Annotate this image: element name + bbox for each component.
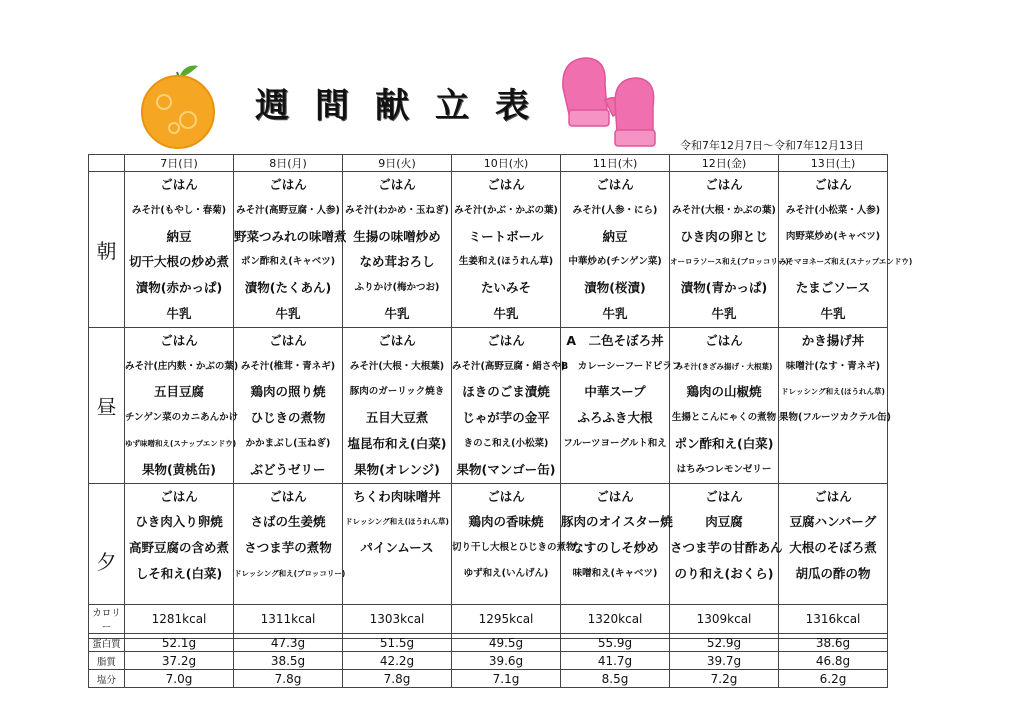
dish-item: みそ汁(人参・にら): [572, 204, 658, 216]
dish-item: 牛乳: [602, 305, 628, 321]
dish-item: ごはん: [705, 177, 743, 192]
dish-item: 牛乳: [820, 305, 846, 321]
dish-item: 塩昆布和え(白菜): [347, 435, 447, 451]
meal-cell: [234, 172, 347, 328]
page-title: 週間献立表: [255, 86, 555, 126]
dish-item: 牛乳: [384, 305, 410, 321]
nutrition-value: 52.1g: [125, 634, 234, 652]
dish-item: 果物(マンゴー缶): [456, 461, 556, 477]
dish-item: 牛乳: [711, 305, 737, 321]
nutrition-label: 蛋白質: [89, 634, 125, 652]
dish-item: 生揚とこんにゃくの煮物: [671, 412, 777, 424]
dish-item: ごはん: [269, 488, 307, 504]
dish-item: 五目豆腐: [153, 384, 204, 400]
dish-item: みそ汁(椎茸・青ネギ): [240, 360, 336, 372]
dish-item: 鶏肉の山椒焼: [686, 384, 762, 400]
dish-item: なすのしそ炒め: [571, 540, 659, 556]
date-range: 令和7年12月7日～令和7年12月13日: [680, 139, 864, 152]
dish-item: 果物(黄桃缶): [142, 461, 216, 477]
dish-item: 豆腐ハンバーグ: [789, 514, 877, 530]
dish-item: ポン酢和え(白菜): [674, 435, 774, 451]
orange-illustration: [134, 60, 224, 150]
dish-item: みそマヨネーズ和え(スナップエンドウ): [779, 257, 913, 267]
meal-cell: [125, 172, 234, 328]
dish-item: 納豆: [166, 228, 192, 244]
meal-row: [89, 172, 888, 328]
dish-item: かかまぶし(玉ねぎ): [245, 437, 331, 449]
meal-cell: [234, 327, 343, 483]
dish-item: 胡瓜の酢の物: [795, 565, 871, 581]
dish-item: 漬物(桜漬): [584, 280, 646, 296]
nutrition-label: 脂質: [89, 652, 125, 670]
dish-item: 味噌和え(キャベツ): [572, 567, 658, 579]
day-header: 11日(木): [561, 155, 670, 172]
nutrition-label: 塩分: [89, 670, 125, 688]
nutrition-value: 42.2g: [343, 652, 452, 670]
dish-item: ごはん: [160, 332, 198, 348]
dish-item: ひき肉の卵とじ: [680, 228, 768, 244]
dish-item: 豚肉のオイスター焼: [561, 514, 673, 530]
dish-item: みそ汁(高野豆腐・人参): [236, 204, 340, 216]
dish-item: みそ汁(大根・大根葉): [349, 360, 445, 372]
day-header: 10日(水): [452, 155, 561, 172]
dish-item: 生揚の味噌炒め: [353, 228, 441, 244]
dish-item: ふりかけ(梅かつお): [354, 282, 440, 294]
dish-item: ポン酢和え(キャベツ): [240, 256, 336, 268]
meal-cell: [670, 172, 789, 328]
dish-item: きのこ和え(小松菜): [463, 437, 549, 449]
nutrition-table: [88, 604, 888, 688]
dish-item: みそ汁(きざみ揚げ・大根葉): [675, 361, 773, 371]
nutrition-value: 41.7g: [561, 652, 670, 670]
dish-item: ミートボール: [468, 228, 544, 244]
dish-item: 切り干し大根とひじきの煮物: [452, 542, 576, 554]
dish-item: 納豆: [602, 228, 628, 244]
dish-item: 鶏肉の香味焼: [468, 514, 544, 530]
dish-item: ごはん: [596, 177, 634, 192]
day-header: 7日(日): [125, 155, 234, 172]
dish-item: 豚肉のガーリック焼き: [349, 386, 445, 398]
meal-rows: [89, 172, 913, 639]
dish-item: [343, 561, 451, 587]
dish-item: ふろふき大根: [577, 410, 653, 426]
dish-item: ごはん: [487, 177, 525, 192]
nutrition-value: 8.5g: [561, 670, 670, 688]
meal-row: [89, 327, 888, 483]
dish-item: 中華炒め(チンゲン菜): [568, 256, 662, 268]
dish-item: 肉豆腐: [705, 514, 743, 530]
dish-item: 切干大根の炒め煮: [128, 254, 229, 270]
nutrition-value: 38.6g: [779, 634, 888, 652]
nutrition-value: 49.5g: [452, 634, 561, 652]
dish-item: ごはん: [160, 177, 198, 192]
nutrition-value: 7.2g: [670, 670, 779, 688]
dish-item: ひじきの煮物: [250, 410, 326, 426]
corner-cell: [89, 155, 125, 172]
meal-cell: [125, 327, 239, 483]
dish-item: ゆず味噌和え(スナップエンドウ): [125, 438, 237, 448]
dish-item: 牛乳: [166, 305, 192, 321]
dish-item: ごはん: [378, 177, 416, 192]
dish-item: みそ汁(高野豆腐・絹さや): [452, 360, 566, 372]
dish-item: フルーツヨーグルト和え: [563, 437, 667, 449]
nutrition-value: 37.2g: [125, 652, 234, 670]
menu-table: [88, 154, 913, 639]
dish-item: 五目大豆煮: [365, 410, 429, 426]
dish-item: みそ汁(かぶ・かぶの葉): [454, 204, 558, 216]
dish-item: ドレッシング和え(ほうれん草): [781, 387, 885, 397]
nutrition-rows: [89, 605, 888, 688]
dish-item: 生姜和え(ほうれん草): [458, 256, 554, 268]
dish-item: さつま芋の甘酢あん: [670, 540, 783, 556]
dish-item: さつま芋の煮物: [244, 540, 332, 556]
dish-item: 漬物(青かっぱ): [680, 280, 768, 296]
dish-item: ごはん: [487, 488, 525, 504]
dish-item: ごはん: [269, 177, 307, 192]
day-header-row: [89, 155, 888, 172]
dish-item: みそ汁(小松菜・人参): [785, 204, 881, 216]
nutrition-value: 1295kcal: [452, 605, 561, 634]
nutrition-value: 7.1g: [452, 670, 561, 688]
nutrition-value: 39.6g: [452, 652, 561, 670]
dish-item: A 二色そぼろ丼: [566, 332, 664, 348]
dish-item: オーロラソース和え(ブロッコリー): [670, 257, 789, 267]
dish-item: 果物(フルーツカクテル缶): [779, 412, 891, 424]
nutrition-value: 52.9g: [670, 634, 779, 652]
dish-item: チンゲン菜のカニあんかけ: [125, 412, 239, 424]
nutrition-value: 46.8g: [779, 652, 888, 670]
dish-item: しそ和え(白菜): [135, 565, 223, 581]
nutrition-row: [89, 652, 888, 670]
meal-cell: [452, 327, 566, 483]
dish-item: [779, 457, 887, 483]
meal-cell: [561, 172, 670, 328]
mittens-illustration: [555, 50, 665, 150]
day-header: 12日(金): [670, 155, 779, 172]
nutrition-value: 51.5g: [343, 634, 452, 652]
nutrition-value: 1303kcal: [343, 605, 452, 634]
dish-item: [561, 457, 669, 483]
nutrition-row: [89, 634, 888, 652]
nutrition-value: 38.5g: [234, 652, 343, 670]
meal-label: 朝: [89, 172, 125, 328]
meal-cell: [343, 327, 452, 483]
day-header: 9日(火): [343, 155, 452, 172]
nutrition-value: 47.3g: [234, 634, 343, 652]
dish-item: はちみつレモンゼリー: [676, 463, 772, 475]
dish-item: ごはん: [814, 177, 852, 192]
dish-item: 味噌汁(なす・青ネギ): [785, 360, 881, 372]
meal-cell: [670, 327, 779, 483]
nutrition-value: 7.8g: [234, 670, 343, 688]
dish-item: 牛乳: [275, 305, 301, 321]
nutrition-row: [89, 670, 888, 688]
nutrition-value: 7.0g: [125, 670, 234, 688]
nutrition-value: 39.7g: [670, 652, 779, 670]
dish-item: ほきのごま漬焼: [462, 384, 550, 400]
dish-item: みそ汁(庄内麩・かぶの葉): [125, 360, 239, 372]
dish-item: みそ汁(大根・かぶの葉): [672, 204, 776, 216]
dish-item: たまごソース: [795, 280, 871, 296]
dish-item: ぶどうゼリー: [250, 461, 326, 477]
dish-item: ドレッシング和え(ブロッコリー): [234, 568, 346, 578]
dish-item: パインムース: [360, 540, 434, 556]
dish-item: なめ茸おろし: [359, 254, 435, 270]
meal-cell: [452, 172, 561, 328]
dish-item: 野菜つみれの味噌煮: [234, 228, 347, 244]
dish-item: みそ汁(わかめ・玉ねぎ): [345, 204, 449, 216]
meal-cell: [561, 327, 682, 483]
dish-item: ごはん: [705, 332, 743, 348]
dish-item: ひき肉入り卵焼: [135, 514, 223, 530]
nutrition-value: 1320kcal: [561, 605, 670, 634]
dish-item: ゆず和え(いんげん): [463, 567, 549, 579]
nutrition-label: カロリー: [89, 605, 125, 634]
meal-cell: [343, 172, 452, 328]
nutrition-value: 1311kcal: [234, 605, 343, 634]
dish-item: のり和え(おくら): [674, 565, 774, 581]
dish-item: たいみそ: [480, 280, 531, 296]
dish-item: 鶏肉の照り焼: [250, 384, 326, 400]
dish-item: 漬物(たくあん): [244, 280, 332, 296]
nutrition-value: 7.8g: [343, 670, 452, 688]
meal-cell: [779, 327, 891, 483]
dish-item: ごはん: [378, 332, 416, 348]
dish-item: ごはん: [596, 488, 634, 504]
dish-item: ごはん: [705, 488, 743, 504]
dish-item: ごはん: [814, 488, 852, 504]
nutrition-value: 55.9g: [561, 634, 670, 652]
dish-item: ちくわ肉味噌丼: [353, 488, 441, 504]
dish-item: ごはん: [160, 488, 198, 504]
nutrition-value: 1316kcal: [779, 605, 888, 634]
dish-item: 高野豆腐の含め煮: [128, 540, 229, 556]
dish-item: ごはん: [487, 332, 525, 348]
nutrition-value: 1309kcal: [670, 605, 779, 634]
dish-item: ごはん: [269, 332, 307, 348]
meal-label: 昼: [89, 327, 125, 483]
dish-item: さばの生姜焼: [250, 514, 326, 530]
dish-item: 肉野菜炒め(キャベツ): [785, 230, 881, 242]
meal-label: 夕: [89, 483, 125, 639]
dish-item: かき揚げ丼: [801, 332, 865, 348]
dish-item: [779, 431, 887, 457]
meal-cell: [779, 172, 913, 328]
dish-item: 牛乳: [493, 305, 519, 321]
dish-item: みそ汁(もやし・春菊): [131, 204, 227, 216]
dish-item: ドレッシング和え(ほうれん草): [345, 517, 449, 527]
dish-item: 中華スープ: [584, 384, 646, 400]
day-header: 8日(月): [234, 155, 343, 172]
dish-item: 漬物(赤かっぱ): [135, 280, 223, 296]
nutrition-value: 1281kcal: [125, 605, 234, 634]
day-header: 13日(土): [779, 155, 888, 172]
nutrition-value: 6.2g: [779, 670, 888, 688]
dish-item: B カレーシーフードピラフ: [561, 360, 682, 372]
nutrition-row: [89, 605, 888, 634]
dish-item: 果物(オレンジ): [354, 461, 440, 477]
dish-item: じゃが芋の金平: [462, 410, 550, 426]
dish-item: 大根のそぼろ煮: [789, 540, 877, 556]
